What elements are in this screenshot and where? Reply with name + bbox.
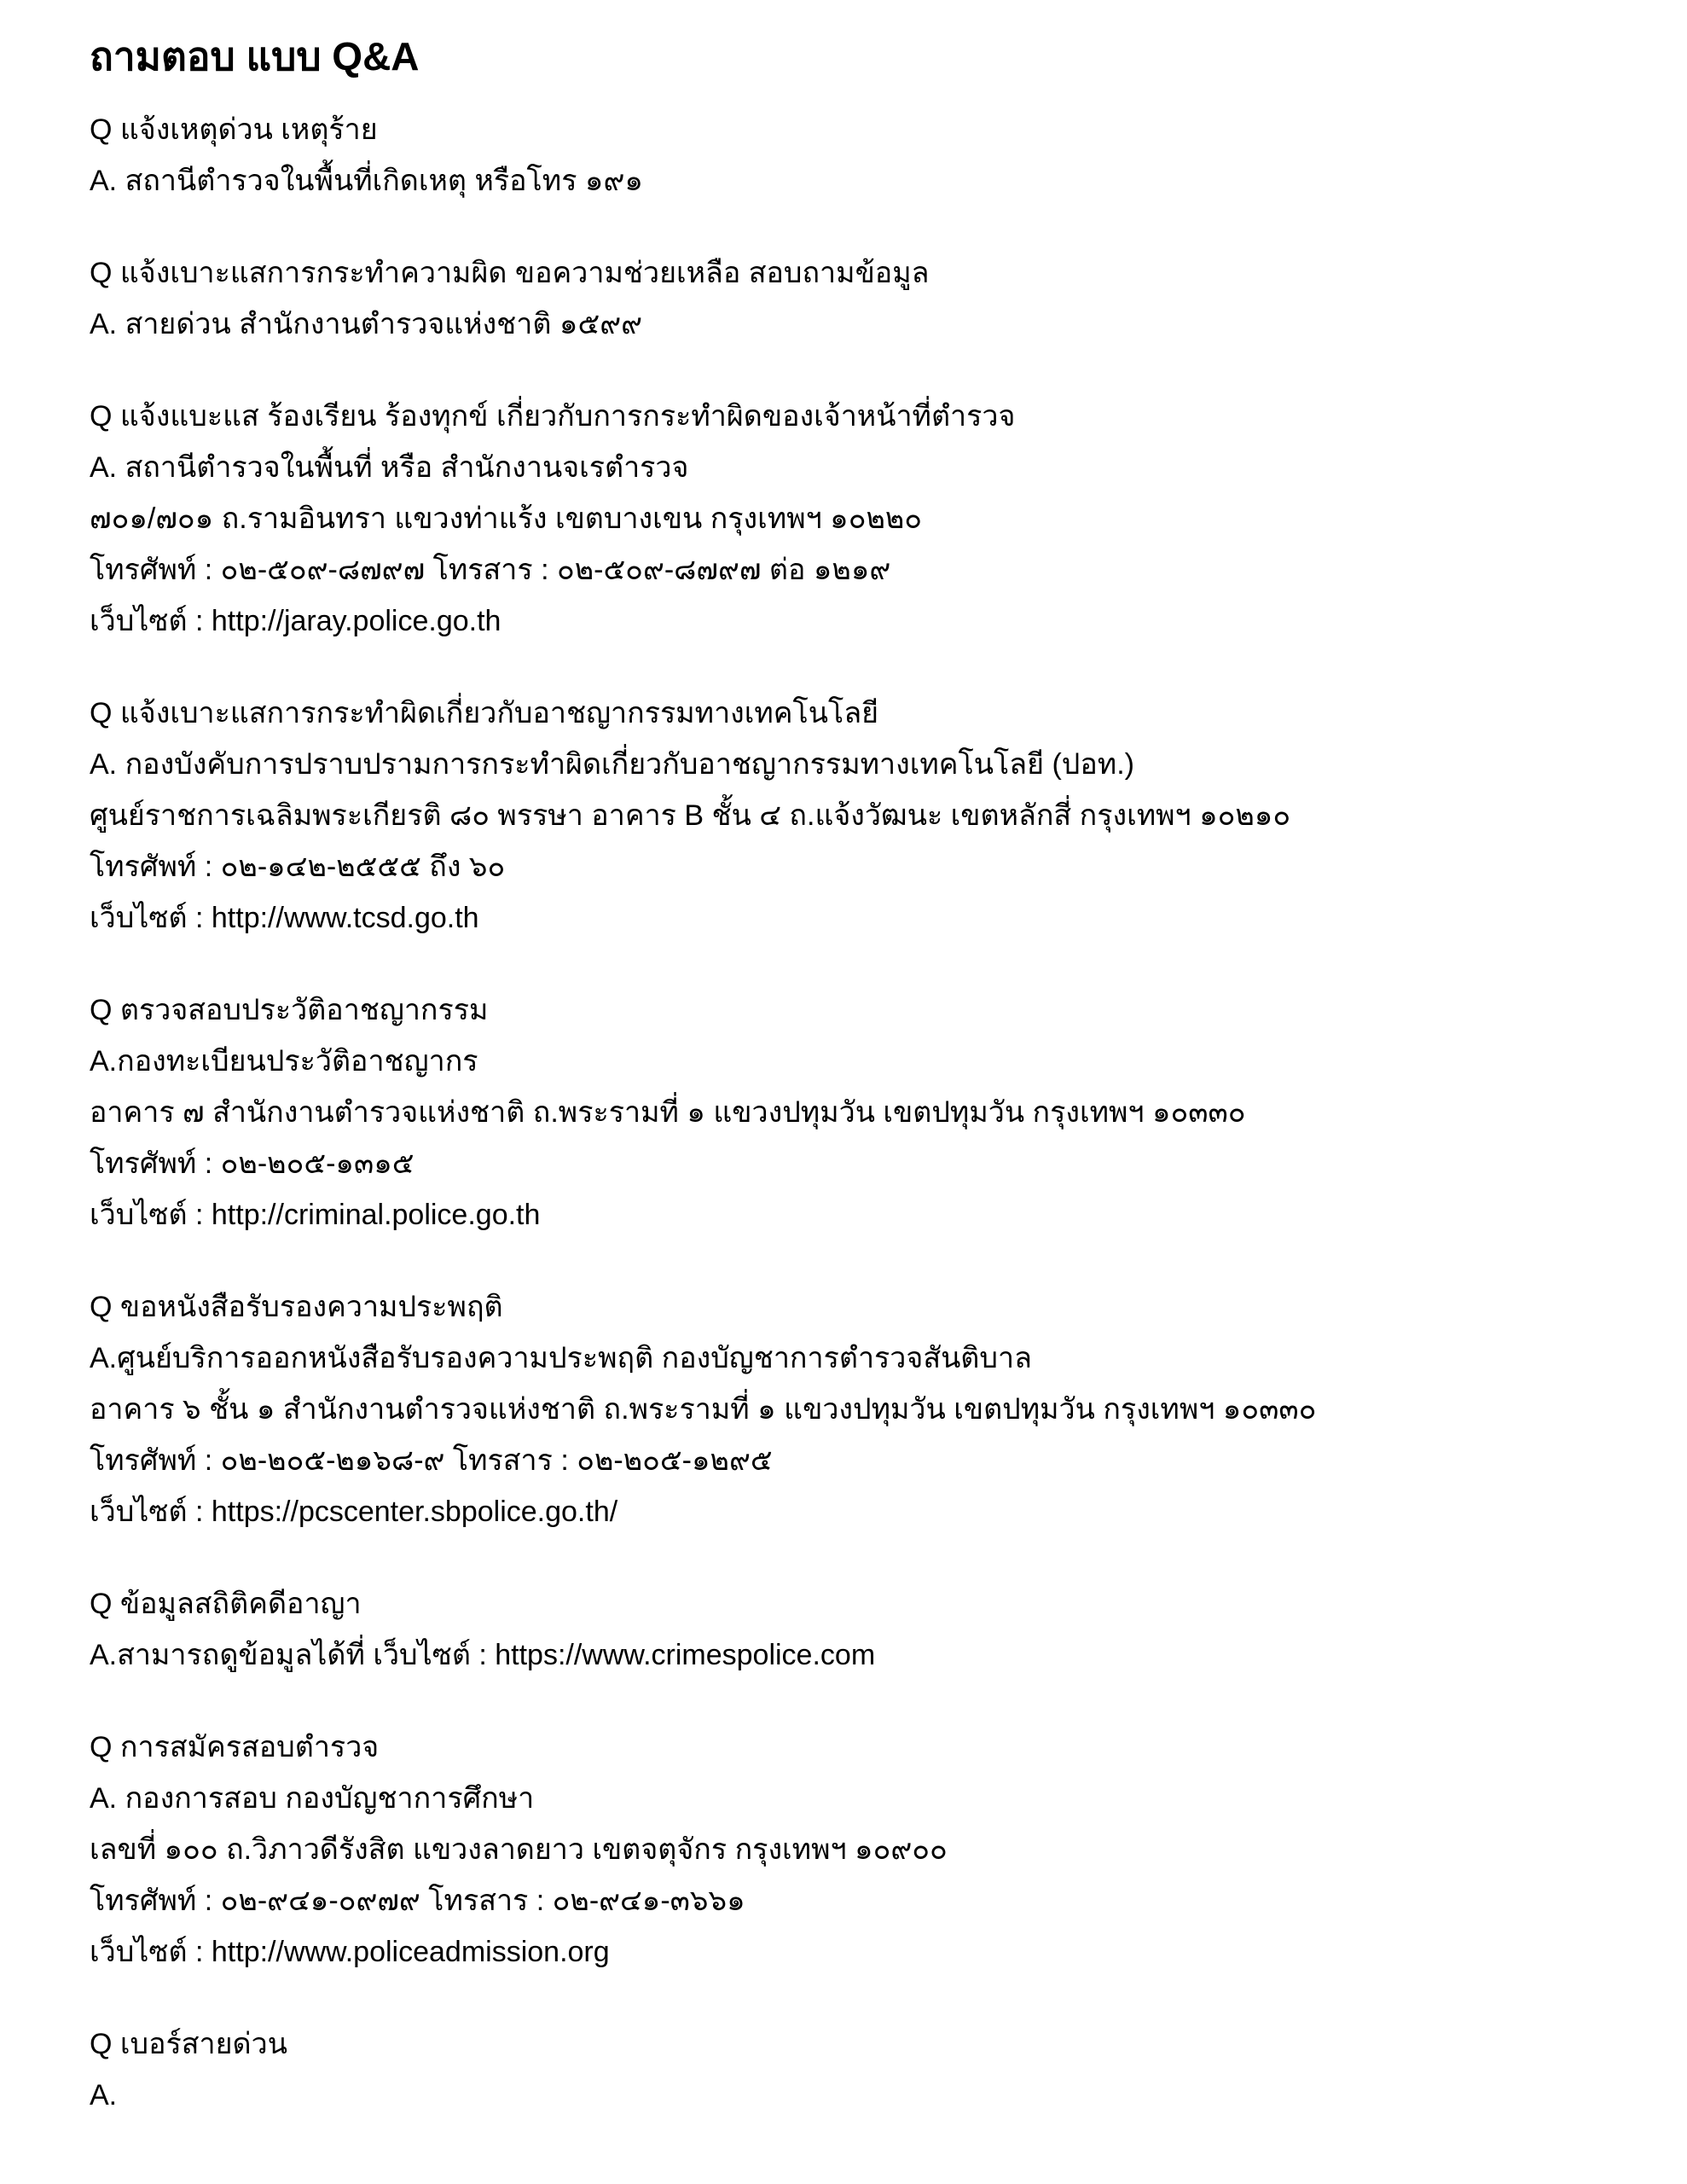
qa-question: Q แจ้งเหตุด่วน เหตุร้าย xyxy=(90,113,378,146)
qa-answer-line: A. สถานีตำรวจในพื้นที่ หรือ สำนักงานจเรตำรวจ xyxy=(90,451,689,484)
qa-answer-line: โทรศัพท์ : ๐๒-๙๔๑-๐๙๗๙ โทรสาร : ๐๒-๙๔๑-๓๖๖๑ xyxy=(90,1885,745,1917)
qa-answer-line: A.ศูนย์บริการออกหนังสือรับรองความประพฤติ กองบัญชาการตำรวจสันติบาล xyxy=(90,1342,1032,1374)
qa-list xyxy=(90,104,1619,2121)
qa-answer-line: A. กองบังคับการปราบปรามการกระทำผิดเกี่ยวกับอาชญากรรมทางเทคโนโลยี (ปอท.) xyxy=(90,748,1134,781)
qa-question: Q แจ้งเบาะแสการกระทำผิดเกี่ยวกับอาชญากรรมทางเทคโนโลยี xyxy=(90,697,879,729)
qa-answer-line: เว็บไซต์ : http://www.tcsd.go.th xyxy=(90,902,479,934)
qa-question: Q ตรวจสอบประวัติอาชญากรรม xyxy=(90,994,489,1026)
qa-answer-line: เลขที่ ๑๐๐ ถ.วิภาวดีรังสิต แขวงลาดยาว เขตจตุจักร กรุงเทพฯ ๑๐๙๐๐ xyxy=(90,1833,948,1866)
qa-question: Q แจ้งเบาะแสการกระทำความผิด ขอความช่วยเหลือ สอบถามข้อมูล xyxy=(90,257,930,289)
qa-answer-line: เว็บไซต์ : http://jaray.police.go.th xyxy=(90,605,501,637)
qa-section xyxy=(90,2018,1619,2121)
qa-answer-line: โทรศัพท์ : ๐๒-๕๐๙-๘๗๙๗ โทรสาร : ๐๒-๕๐๙-๘๗๙๗ ต่อ ๑๒๑๙ xyxy=(90,554,891,586)
qa-answer-line: เว็บไซต์ : http://www.policeadmission.org xyxy=(90,1936,610,1968)
qa-answer-line: อาคาร ๖ ชั้น ๑ สำนักงานตำรวจแห่งชาติ ถ.พระรามที่ ๑ แขวงปทุมวัน เขตปทุมวัน กรุงเทพฯ ๑๐๓๓๐ xyxy=(90,1393,1317,1426)
qa-answer-line: A. xyxy=(90,2079,118,2111)
qa-answer-line: A. กองการสอบ กองบัญชาการศึกษา xyxy=(90,1782,535,1815)
qa-answer-line: โทรศัพท์ : ๐๒-๒๐๕-๑๓๑๕ xyxy=(90,1147,415,1180)
qa-section xyxy=(90,1578,1619,1681)
qa-section xyxy=(90,688,1619,944)
qa-answer-line: A.กองทะเบียนประวัติอาชญากร xyxy=(90,1045,478,1077)
qa-section xyxy=(90,104,1619,206)
qa-answer-line: ๗๐๑/๗๐๑ ถ.รามอินทรา แขวงท่าแร้ง เขตบางเขน กรุงเทพฯ ๑๐๒๒๐ xyxy=(90,502,923,535)
qa-answer-line: ศูนย์ราชการเฉลิมพระเกียรติ ๘๐ พรรษา อาคาร B ชั้น ๔ ถ.แจ้งวัฒนะ เขตหลักสี่ กรุงเทพฯ ๑๐๒๑๐ xyxy=(90,799,1291,832)
qa-section xyxy=(90,985,1619,1240)
qa-section xyxy=(90,247,1619,350)
qa-section xyxy=(90,1281,1619,1537)
qa-answer-line: A.สามารถดูข้อมูลได้ที่ เว็บไซต์ : https://www.crimespolice.com xyxy=(90,1639,876,1671)
qa-section xyxy=(90,391,1619,647)
qa-question: Q แจ้งแบะแส ร้องเรียน ร้องทุกข์ เกี่ยวกับการกระทำผิดของเจ้าหน้าที่ตำรวจ xyxy=(90,400,1016,433)
qa-question: Q เบอร์สายด่วน xyxy=(90,2028,287,2060)
qa-question: Q การสมัครสอบตำรวจ xyxy=(90,1731,380,1763)
qa-answer-line: โทรศัพท์ : ๐๒-๒๐๕-๒๑๖๘-๙ โทรสาร : ๐๒-๒๐๕-๑๒๙๕ xyxy=(90,1444,773,1477)
qa-question: Q ขอหนังสือรับรองความประพฤติ xyxy=(90,1291,503,1323)
qa-question: Q ข้อมูลสถิติคดีอาญา xyxy=(90,1588,362,1620)
qa-answer-line: โทรศัพท์ : ๐๒-๑๔๒-๒๕๕๕ ถึง ๖๐ xyxy=(90,851,506,883)
page-title: ถามตอบ แบบ Q&A xyxy=(90,34,420,78)
qa-answer-line: เว็บไซต์ : http://criminal.police.go.th xyxy=(90,1199,541,1231)
qa-answer-line: A. สถานีตำรวจในพื้นที่เกิดเหตุ หรือโทร ๑๙๑ xyxy=(90,165,643,197)
qa-answer-line: เว็บไซต์ : https://pcscenter.sbpolice.go.th/ xyxy=(90,1496,618,1528)
qa-answer-line: อาคาร ๗ สำนักงานตำรวจแห่งชาติ ถ.พระรามที่ ๑ แขวงปทุมวัน เขตปทุมวัน กรุงเทพฯ ๑๐๓๓๐ xyxy=(90,1096,1246,1129)
qa-section xyxy=(90,1722,1619,1978)
qa-answer-line: A. สายด่วน สำนักงานตำรวจแห่งชาติ ๑๕๙๙ xyxy=(90,308,642,340)
